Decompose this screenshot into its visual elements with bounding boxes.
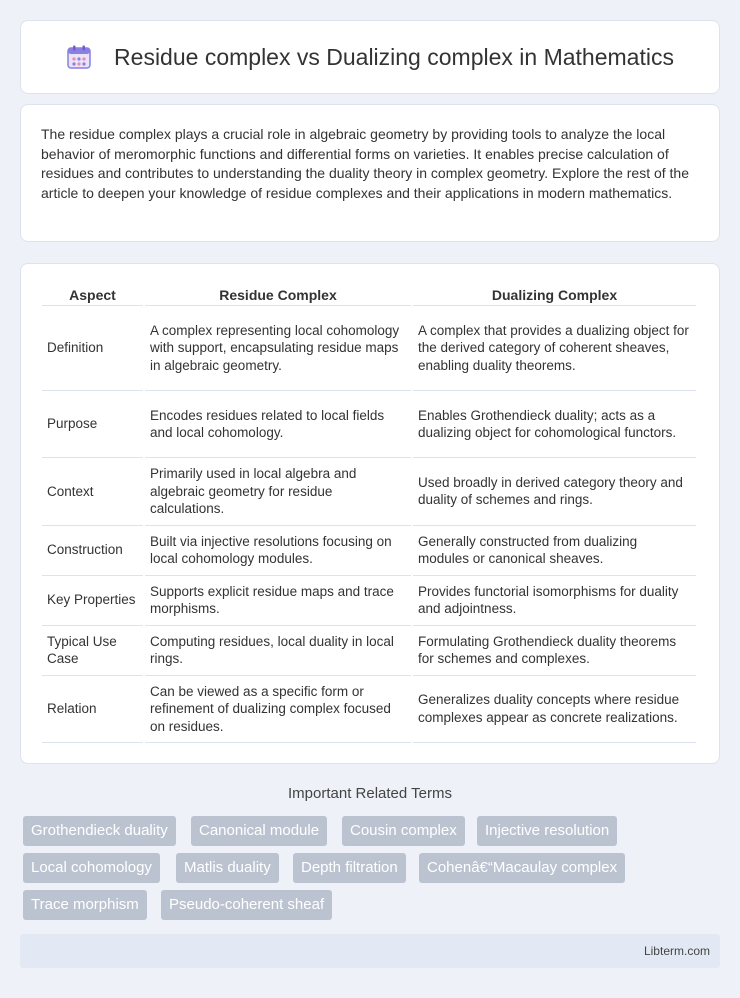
calendar-icon: [66, 44, 92, 70]
table-row: [42, 576, 696, 626]
comparison-table: [40, 284, 698, 743]
related-term-tag[interactable]: Injective resolution: [477, 816, 617, 846]
cell-dualizing: Enables Grothendieck duality; acts as a dualizing object for cohomological functors.: [413, 391, 696, 458]
comparison-table-card: [20, 263, 720, 764]
page-title: Residue complex vs Dualizing complex in Mathematics: [114, 43, 674, 70]
related-term-tag[interactable]: Cohenâ€“Macaulay complex: [419, 853, 625, 883]
cell-dualizing: Generally constructed from dualizing modules or canonical sheaves.: [413, 526, 696, 576]
cell-residue: A complex representing local cohomology with support, encapsulating residue maps in algebraic geometry.: [145, 306, 411, 391]
table-header-row: [42, 284, 696, 306]
cell-residue: Encodes residues related to local fields and local cohomology.: [145, 391, 411, 458]
cell-residue: Supports explicit residue maps and trace morphisms.: [145, 576, 411, 626]
cell-residue: Built via injective resolutions focusing on local cohomology modules.: [145, 526, 411, 576]
related-term-tag[interactable]: Grothendieck duality: [23, 816, 176, 846]
cell-residue: Computing residues, local duality in local rings.: [145, 626, 411, 676]
header-residue-complex: Residue Complex: [145, 284, 411, 306]
cell-aspect: Context: [42, 458, 143, 526]
cell-residue: Can be viewed as a specific form or refinement of dualizing complex focused on residues.: [145, 676, 411, 744]
cell-residue: Primarily used in local algebra and algebraic geometry for residue calculations.: [145, 458, 411, 526]
table-row: [42, 626, 696, 676]
table-row: [42, 306, 696, 391]
cell-dualizing: A complex that provides a dualizing object for the derived category of coherent sheaves, enabling duality theorems.: [413, 306, 696, 391]
table-row: [42, 526, 696, 576]
related-term-tag[interactable]: Trace morphism: [23, 890, 147, 920]
related-term-tag[interactable]: Pseudo-coherent sheaf: [161, 890, 332, 920]
cell-dualizing: Formulating Grothendieck duality theorems for schemes and complexes.: [413, 626, 696, 676]
header-aspect: Aspect: [42, 284, 143, 306]
header-dualizing-complex: Dualizing Complex: [413, 284, 696, 306]
table-row: [42, 391, 696, 458]
header-card: [20, 20, 720, 94]
footer: [20, 934, 720, 968]
cell-dualizing: Provides functorial isomorphisms for duality and adjointness.: [413, 576, 696, 626]
cell-dualizing: Used broadly in derived category theory and duality of schemes and rings.: [413, 458, 696, 526]
related-term-tag[interactable]: Matlis duality: [176, 853, 279, 883]
cell-dualizing: Generalizes duality concepts where residue complexes appear as concrete realizations.: [413, 676, 696, 744]
cell-aspect: Definition: [42, 306, 143, 391]
related-term-tag[interactable]: Local cohomology: [23, 853, 160, 883]
related-term-tag[interactable]: Cousin complex: [342, 816, 465, 846]
cell-aspect: Relation: [42, 676, 143, 744]
cell-aspect: Purpose: [42, 391, 143, 458]
intro-card: [20, 104, 720, 242]
cell-aspect: Typical Use Case: [42, 626, 143, 676]
cell-aspect: Key Properties: [42, 576, 143, 626]
cell-aspect: Construction: [42, 526, 143, 576]
related-term-tag[interactable]: Depth filtration: [293, 853, 406, 883]
related-terms-title: Important Related Terms: [288, 785, 452, 802]
footer-site-link[interactable]: Libterm.com: [643, 944, 710, 958]
intro-paragraph: The residue complex plays a crucial role in algebraic geometry by providing tools to analyze the local behavior of meromorphic functions and differential forms on varieties. It enables precise calculation of residues and contributes to understanding the duality theory in complex geometry. Explore the rest of the article to deepen your knowledge of residue complexes and their applications in modern mathematics.: [41, 126, 689, 201]
table-row: [42, 458, 696, 526]
table-row: [42, 676, 696, 744]
related-term-tag[interactable]: Canonical module: [191, 816, 327, 846]
